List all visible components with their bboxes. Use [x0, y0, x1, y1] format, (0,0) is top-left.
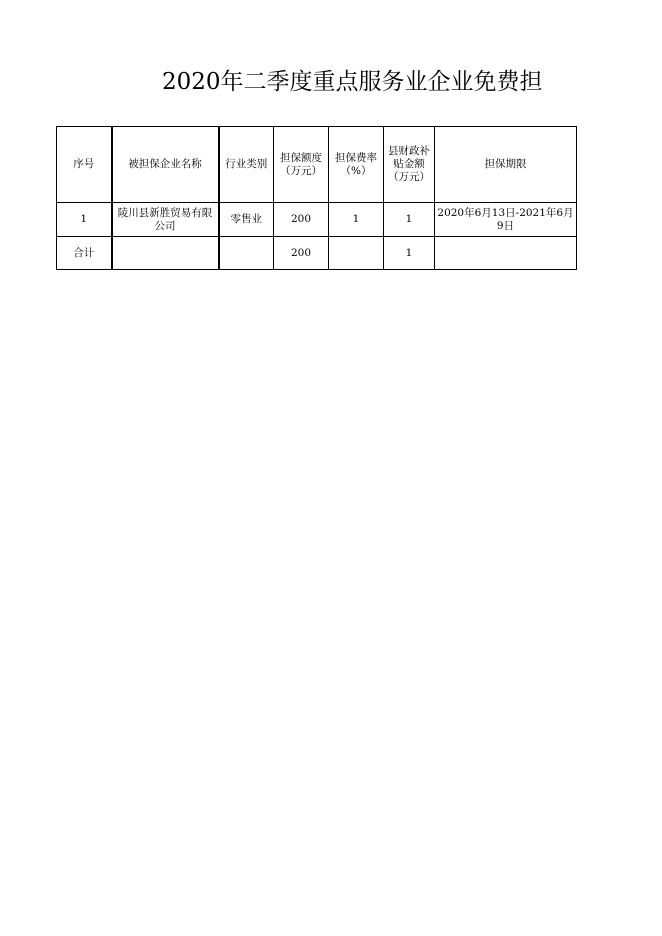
document-title: 2020年二季度重点服务业企业免费担 — [162, 69, 543, 95]
total-subsidy: 1 — [384, 237, 435, 270]
cell-fee-rate: 1 — [329, 203, 384, 237]
cell-period: 2020年6月13日-2021年6月9日 — [435, 203, 577, 237]
total-row — [57, 237, 577, 270]
header-row — [57, 127, 577, 203]
header-period: 担保期限 — [435, 127, 577, 203]
table-row — [57, 203, 577, 237]
cell-amount: 200 — [274, 203, 329, 237]
header-subsidy: 县财政补贴金额（万元） — [384, 127, 435, 203]
cell-subsidy: 1 — [384, 203, 435, 237]
header-amount: 担保额度（万元） — [274, 127, 329, 203]
guarantee-table — [56, 126, 577, 270]
total-label: 合计 — [57, 237, 112, 270]
cell-company: 陵川县新胜贸易有限公司 — [112, 203, 219, 237]
total-industry — [219, 237, 274, 270]
total-period — [435, 237, 577, 270]
total-company — [112, 237, 219, 270]
header-industry: 行业类别 — [219, 127, 274, 203]
cell-industry: 零售业 — [219, 203, 274, 237]
cell-seq: 1 — [57, 203, 112, 237]
header-fee-rate: 担保费率（%） — [329, 127, 384, 203]
header-company: 被担保企业名称 — [112, 127, 219, 203]
total-fee-rate — [329, 237, 384, 270]
header-seq: 序号 — [57, 127, 112, 203]
total-amount: 200 — [274, 237, 329, 270]
